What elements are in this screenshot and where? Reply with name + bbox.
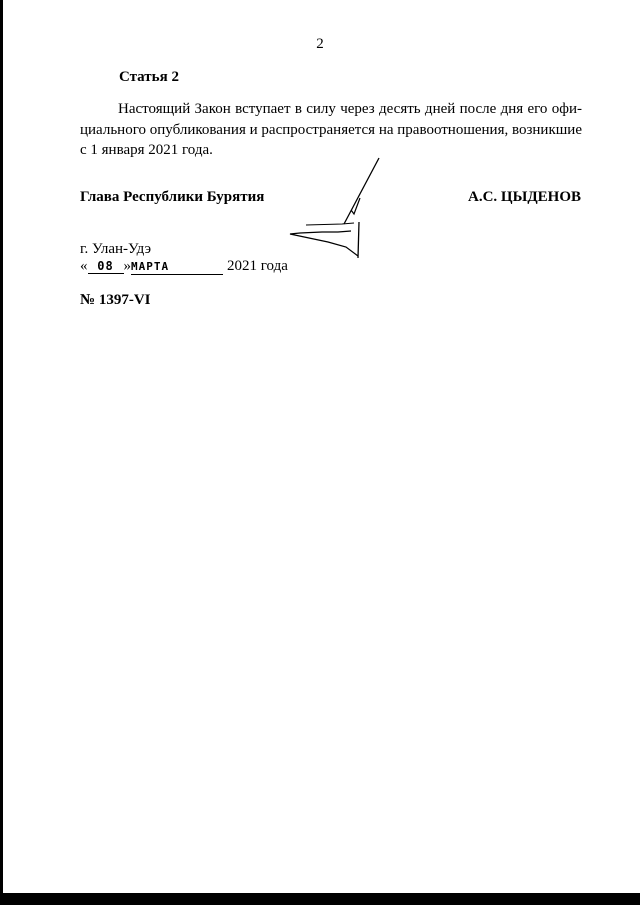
date-close-quote: » bbox=[123, 258, 131, 274]
city: г. Улан-Удэ bbox=[80, 241, 152, 257]
article-title: Статья 2 bbox=[119, 69, 179, 85]
date-year: 2021 года bbox=[227, 258, 288, 274]
scan-bottom-edge bbox=[0, 893, 640, 905]
handwritten-signature bbox=[282, 152, 392, 264]
signing-date bbox=[80, 258, 288, 275]
signer-role: Глава Республики Бурятия bbox=[80, 189, 265, 205]
article-body: Настоящий Закон вступает в силу через десять дней после дня его официального опубликования и распространяется на правоотношения, возникшие с 1 января 2021 года. bbox=[80, 101, 582, 158]
signer-name: А.С. ЦЫДЕНОВ bbox=[468, 189, 581, 205]
date-month-stamp: МАРТА bbox=[131, 260, 223, 275]
law-number: № 1397-VI bbox=[80, 292, 151, 308]
date-day-stamp: 08 bbox=[88, 259, 124, 274]
date-open-quote: « bbox=[80, 258, 88, 274]
page-number: 2 bbox=[316, 36, 324, 52]
scan-left-edge bbox=[0, 0, 3, 905]
